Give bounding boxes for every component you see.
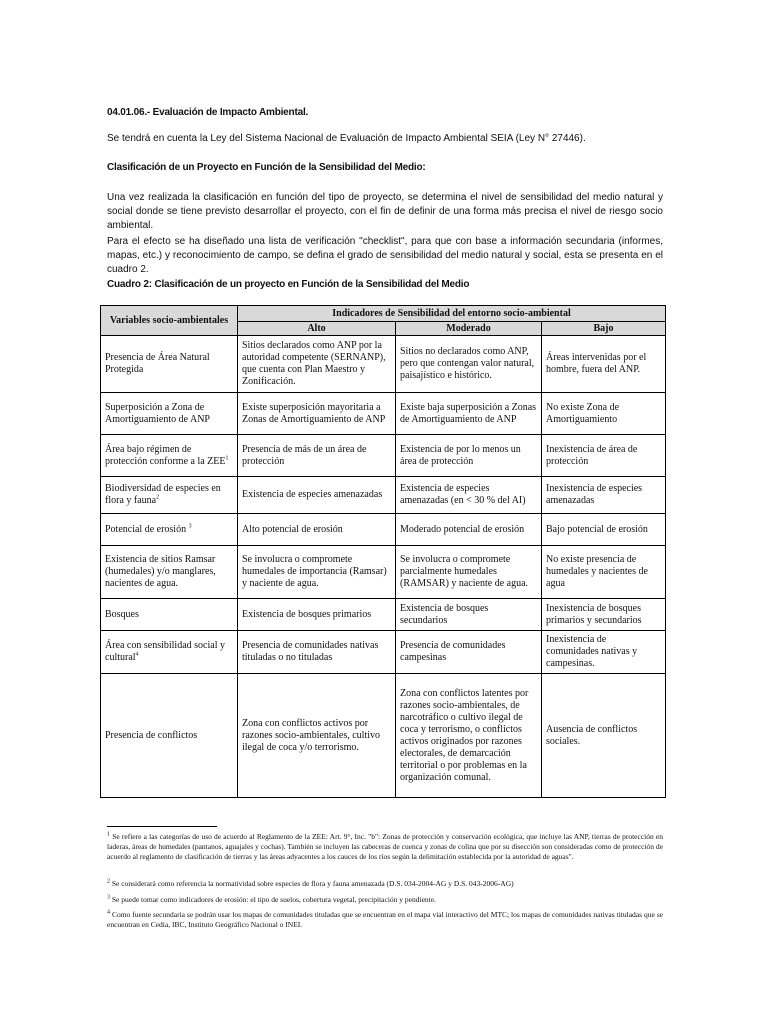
footnote-3: $^3$ Se puede tomar como indicadores de erosión: el tipo de suelos, cobertura vegetal, precipitación y pendiente. bbox=[107, 894, 436, 904]
alto-cell: Sitios declarados como ANP por la autoridad competente (SERNANP), que cuenta con Plan Maestro y Zonificación. bbox=[238, 336, 396, 393]
moderado-cell: Sitios no declarados como ANP, pero que contengan valor natural, paisajístico e histórico. bbox=[396, 336, 542, 393]
header-bajo: Bajo bbox=[542, 322, 666, 336]
table-row bbox=[101, 631, 666, 674]
variable-cell: Área con sensibilidad social y cultural$^4$ bbox=[101, 631, 238, 674]
variable-cell: Área bajo régimen de protección conforme a la ZEE$^1$ bbox=[101, 435, 238, 477]
bajo-cell: Inexistencia de área de protección bbox=[542, 435, 666, 477]
subtitle: Clasificación de un Proyecto en Función de la Sensibilidad del Medio: bbox=[107, 162, 426, 173]
alto-cell: Alto potencial de erosión bbox=[238, 514, 396, 546]
alto-cell: Presencia de más de un área de protección bbox=[238, 435, 396, 477]
moderado-cell: Existencia de por lo menos un área de protección bbox=[396, 435, 542, 477]
bajo-cell: Inexistencia de especies amenazadas bbox=[542, 477, 666, 514]
bajo-cell: Ausencia de conflictos sociales. bbox=[542, 674, 666, 798]
moderado-cell: Se involucra o compromete parcialmente humedales (RAMSAR) y naciente de agua. bbox=[396, 546, 542, 599]
header-moderado: Moderado bbox=[396, 322, 542, 336]
table-row bbox=[101, 546, 666, 599]
footnote-separator bbox=[107, 826, 217, 827]
footnote-2: $^2$ Se considerará como referencia la normatividad sobre especies de flora y fauna amenazada (D.S. 034-2004-AG y D.S. 043-2006-AG) bbox=[107, 878, 514, 888]
moderado-cell: Existe baja superposición a Zonas de Amortiguamiento de ANP bbox=[396, 393, 542, 435]
moderado-cell: Existencia de bosques secundarios bbox=[396, 599, 542, 631]
alto-cell: Existencia de especies amenazadas bbox=[238, 477, 396, 514]
intro-paragraph: Se tendrá en cuenta la Ley del Sistema Nacional de Evaluación de Impacto Ambiental SEIA (Ley N° 27446). bbox=[107, 133, 586, 144]
moderado-cell: Presencia de comunidades campesinas bbox=[396, 631, 542, 674]
moderado-cell: Existencia de especies amenazadas (en < 30 % del AI) bbox=[396, 477, 542, 514]
moderado-cell: Zona con conflictos latentes por razones socio-ambientales, de narcotráfico o cultivo ilegal de coca y terrorismo, o conflictos activos originados por razones electorales, de demarcación territorial o por problemas en la organización comunal. bbox=[396, 674, 542, 798]
bajo-cell: Áreas intervenidas por el hombre, fuera del ANP. bbox=[542, 336, 666, 393]
paragraph-2: Para el efecto se ha diseñado una lista de verificación "checklist", para que con base a información secundaria (informes, mapas, etc.) y reconocimiento de campo, se defina el grado de sensibilidad del medio natural y social, esta se presenta en el cuadro 2. bbox=[107, 236, 663, 275]
variable-cell: Biodiversidad de especies en flora y fauna$^2$ bbox=[101, 477, 238, 514]
bajo-cell: No existe Zona de Amortiguamiento bbox=[542, 393, 666, 435]
alto-cell: Existencia de bosques primarios bbox=[238, 599, 396, 631]
alto-cell: Existe superposición mayoritaria a Zonas de Amortiguamiento de ANP bbox=[238, 393, 396, 435]
header-alto: Alto bbox=[238, 322, 396, 336]
alto-cell: Presencia de comunidades nativas tituladas o no tituladas bbox=[238, 631, 396, 674]
table-row bbox=[101, 336, 666, 393]
bajo-cell: Inexistencia de bosques primarios y secundarios bbox=[542, 599, 666, 631]
variable-cell: Existencia de sitios Ramsar (humedales) y/o manglares, nacientes de agua. bbox=[101, 546, 238, 599]
variable-cell: Presencia de conflictos bbox=[101, 674, 238, 798]
variable-cell: Potencial de erosión $^3$ bbox=[101, 514, 238, 546]
sensitivity-table bbox=[100, 305, 666, 798]
moderado-cell: Moderado potencial de erosión bbox=[396, 514, 542, 546]
bajo-cell: Inexistencia de comunidades nativas y campesinas. bbox=[542, 631, 666, 674]
bajo-cell: No existe presencia de humedales y nacientes de agua bbox=[542, 546, 666, 599]
alto-cell: Zona con conflictos activos por razones socio-ambientales, cultivo ilegal de coca y/o terrorismo. bbox=[238, 674, 396, 798]
alto-cell: Se involucra o compromete humedales de importancia (Ramsar) y naciente de agua. bbox=[238, 546, 396, 599]
table-caption: Cuadro 2: Clasificación de un proyecto en Función de la Sensibilidad del Medio bbox=[107, 279, 470, 290]
header-variables: Variables socio-ambientales bbox=[101, 306, 238, 336]
table-row bbox=[101, 393, 666, 435]
table-row bbox=[101, 599, 666, 631]
variable-cell: Presencia de Área Natural Protegida bbox=[101, 336, 238, 393]
bajo-cell: Bajo potencial de erosión bbox=[542, 514, 666, 546]
section-title: 04.01.06.- Evaluación de Impacto Ambiental. bbox=[107, 107, 309, 118]
table-row bbox=[101, 435, 666, 477]
header-indicators: Indicadores de Sensibilidad del entorno socio-ambiental bbox=[238, 306, 666, 322]
table-row bbox=[101, 674, 666, 798]
variable-cell: Superposición a Zona de Amortiguamiento de ANP bbox=[101, 393, 238, 435]
variable-cell: Bosques bbox=[101, 599, 238, 631]
table-row bbox=[101, 514, 666, 546]
table-row bbox=[101, 477, 666, 514]
footnote-4: $^4$ Como fuente secundaria se podrán usar los mapas de comunidades tituladas que se encuentran en el mapa vial interactivo del MTC; los mapas de comunidades nativas tituladas que se encuentran en Cedia, IBC, Instituto Geográfico Nacional o INEI. bbox=[107, 909, 663, 929]
paragraph-1: Una vez realizada la clasificación en función del tipo de proyecto, se determina el nivel de sensibilidad del medio natural y social donde se tiene previsto desarrollar el proyecto, con el fin de definir de una forma más precisa el nivel de riesgo socio ambiental. bbox=[107, 192, 663, 231]
footnote-1: $^1$ Se refiere a las categorías de uso de acuerdo al Reglamento de la ZEE: Art. 9°, Inc. "b": Zonas de protección y conservación ecológica, que incluye las ANP, tierras de protección en laderas, áreas de humedales (pantanos, aguajales y cochas). También se incluyen las cabeceras de cuenca y zonas de colina que por su disección son consideradas como de protección de acuerdo al reglamento de clasificación de tierras y las áreas adyacentes a los cauces de los ríos según la delimitación establecida por la autoridad de aguas". bbox=[107, 831, 664, 861]
